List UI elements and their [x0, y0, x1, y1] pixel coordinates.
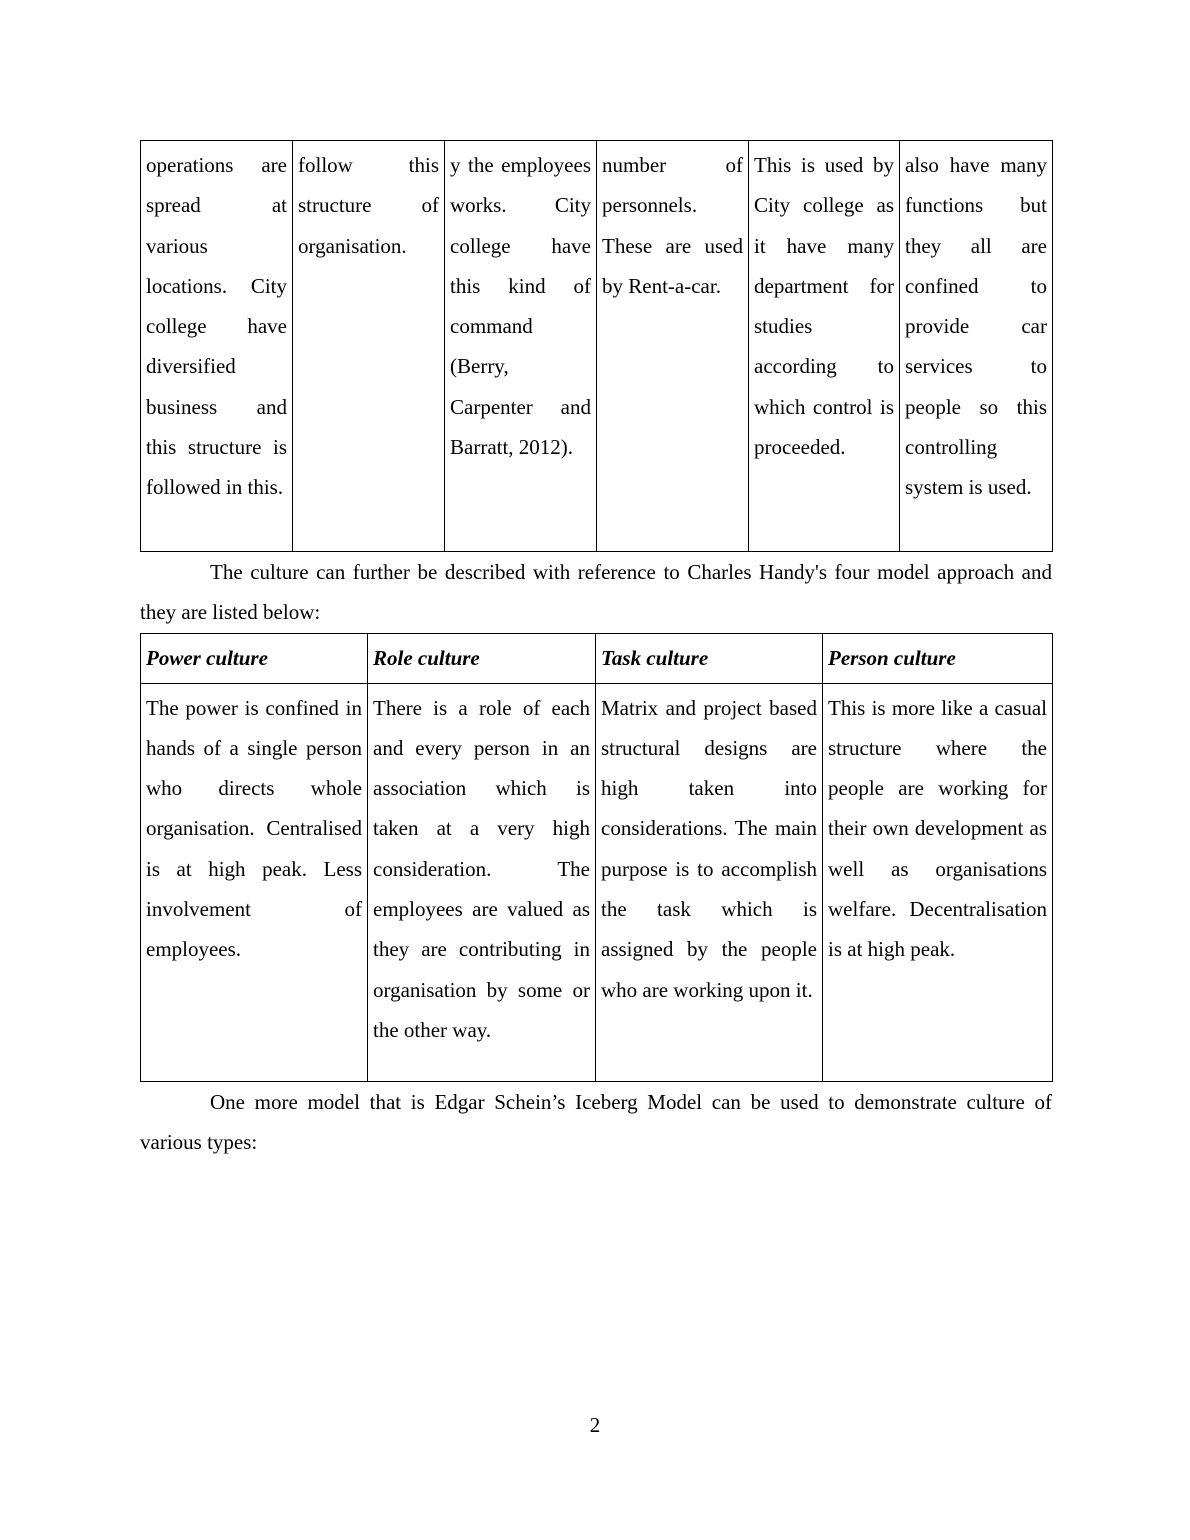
header-task-culture: Task culture [596, 633, 823, 683]
culture-types-table [140, 633, 1053, 1082]
structure-table-continued [140, 140, 1053, 552]
table-header-row [141, 633, 1053, 683]
table-row [141, 683, 1053, 1081]
table-cell: This is used by City college as it have many department for studies according to which control is proceeded. [749, 141, 900, 552]
header-person-culture: Person culture [823, 633, 1053, 683]
table-cell: follow this structure of organisation. [293, 141, 445, 552]
page-number: 2 [589, 1413, 601, 1437]
header-role-culture: Role culture [368, 633, 596, 683]
table-cell: operations are spread at various locations. City college have diversified business and this structure is followed in this. [141, 141, 293, 552]
role-culture-cell: There is a role of each and every person in an association which is taken at a very high consideration. The employees are valued as they are contributing in organisation by some or the other way. [368, 683, 596, 1081]
iceberg-model-paragraph: One more model that is Edgar Schein’s Iceberg Model can be used to demonstrate culture of various types: [140, 1089, 1052, 1154]
person-culture-cell: This is more like a casual structure where the people are working for their own development as well as organisations welfare. Decentralisation is at high peak. [823, 683, 1053, 1081]
table-cell: y the employees works. City college have this kind of command (Berry, Carpenter and Barratt, 2012). [445, 141, 597, 552]
handy-model-paragraph: The culture can further be described with reference to Charles Handy's four model approach and they are listed below: [140, 560, 1052, 625]
document-page [140, 140, 1052, 1162]
table-cell: number of personnels. These are used by Rent-a-car. [597, 141, 749, 552]
power-culture-cell: The power is confined in hands of a single person who directs whole organisation. Centralised is at high peak. Less involvement of employees. [141, 683, 368, 1081]
table-cell: also have many functions but they all are confined to provide car services to people so this controlling system is used. [900, 141, 1053, 552]
table-row [141, 141, 1053, 552]
task-culture-cell: Matrix and project based structural designs are high taken into considerations. The main purpose is to accomplish the task which is assigned by the people who are working upon it. [596, 683, 823, 1081]
header-power-culture: Power culture [141, 633, 368, 683]
